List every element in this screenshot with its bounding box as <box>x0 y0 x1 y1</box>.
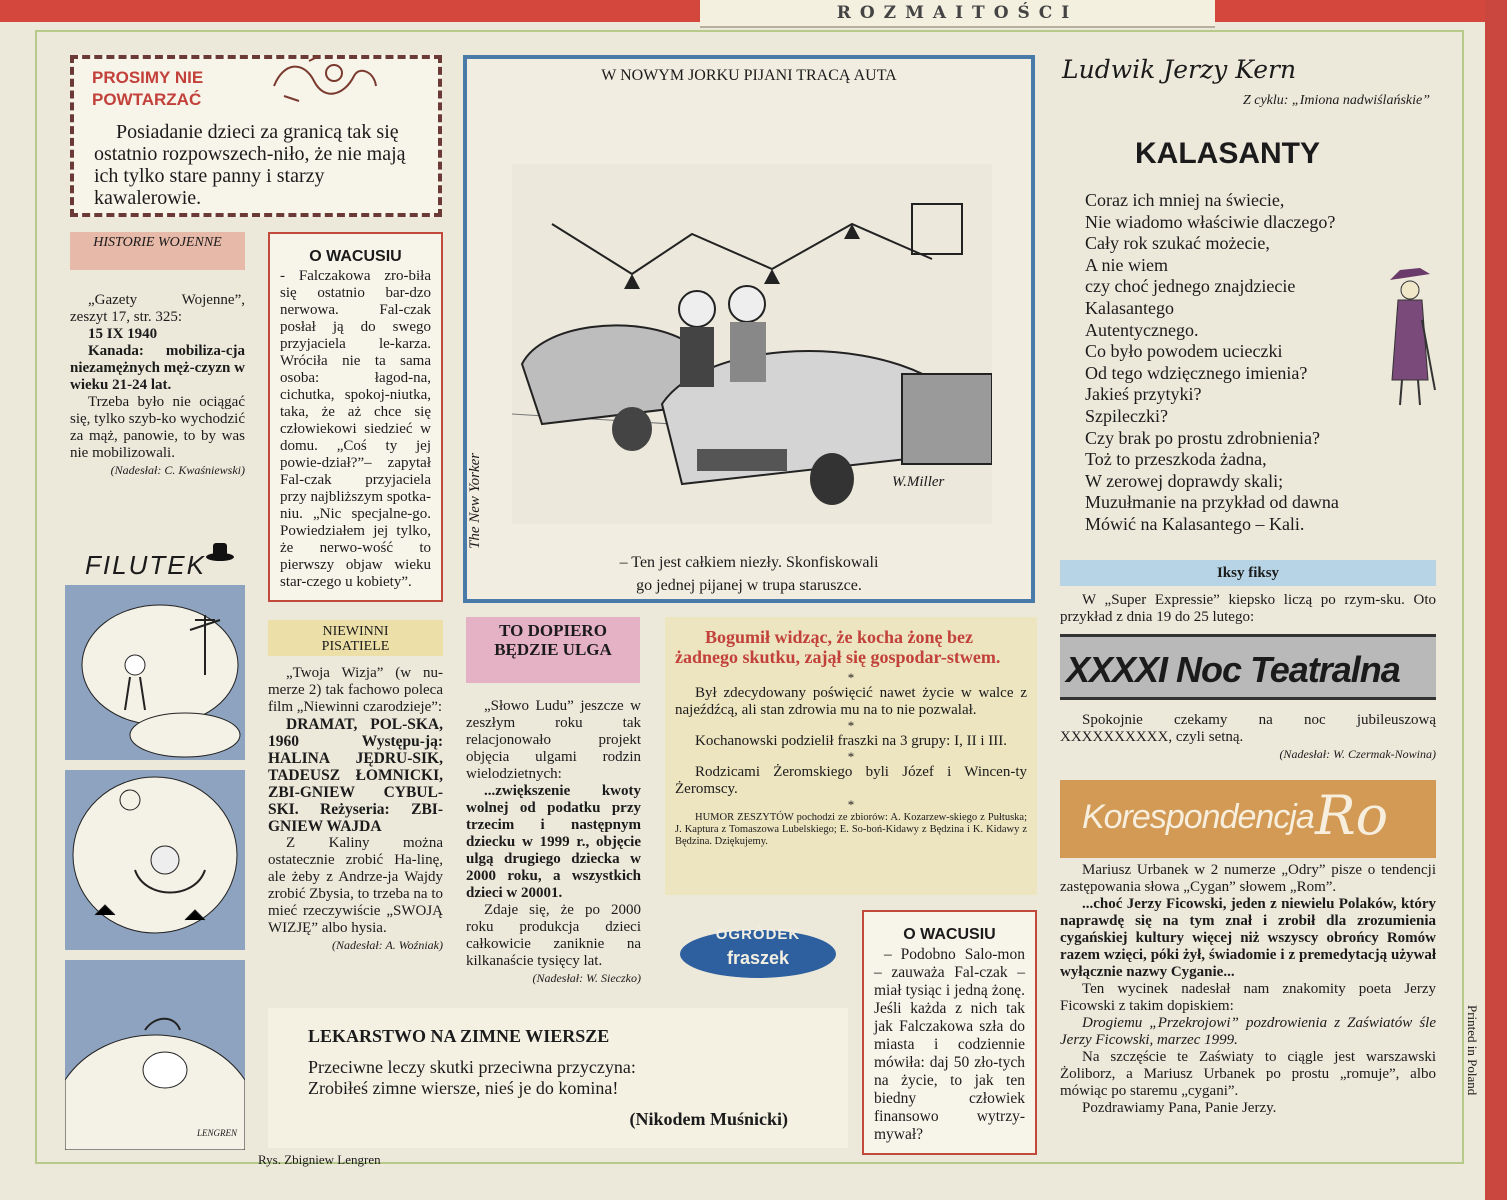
kern-title: KALASANTY <box>1135 137 1320 170</box>
iksy-clipping: XXXXI Noc Teatralna <box>1060 634 1436 700</box>
lekarstwo-box: LEKARSTWO NA ZIMNE WIERSZE Przeciwne leczy skutki przeciwna przyczyna: Zrobiłeś zimne wiersze, nieś je do komina! (Nikodem Muśnicki) <box>268 1008 848 1148</box>
old-man-figure-icon <box>1380 260 1440 410</box>
cartoon-side-credit: The New Yorker <box>467 452 483 549</box>
prosimy-box <box>70 55 442 217</box>
printed-in-poland: Printed in Poland <box>1465 1005 1480 1096</box>
kern-cycle: Z cyklu: „Imiona nadwiślańskie” <box>1242 93 1430 108</box>
iksy-label: Iksy fiksy <box>1060 560 1436 586</box>
lekarstwo-title: LEKARSTWO NA ZIMNE WIERSZE <box>308 1026 610 1046</box>
historie-label: HISTORIE WOJENNE <box>70 232 245 270</box>
koresp-text: Mariusz Urbanek w 2 numerze „Odry” pisze o tendencji zastępowania słowa „Cygan” słowem „Rom”. ...choć Jerzy Ficowski, jeden z niewielu Polaków, który naprawdę się na tym znał i zrobił dla zrozumienia cygańskiej kultury więcej niż wszyscy obrońcy Romów razem wzięci, póki żył, świadomie i z premedytacją używał wyłącznie nazwy Cyganie... Ten wycinek nadesłał nam znakomity poeta Jerzy Ficowski z takim dopiskiem: Drogiemu „Przekrojowi” pozdrowienia z Zaświatów śle Jerzy Ficowski, marzec 1999. Na szczęście te Zaświaty to ciągle jest warszawski Żoliborz, a Mariusz Urbanek po prostu „romuje”, albo mówiąc po staremu „cygani”. Pozdrawiamy Pana, Panie Jerzy. <box>1060 862 1436 1116</box>
wacus1-title: O WACUSIU <box>309 248 402 265</box>
kern-poem: Coraz ich mniej na świecie, Nie wiadomo właściwie dlaczego? Cały rok szukać możecie, A nie wiem czy choć jednego znajdziecie Kalasantego Autentycznego. Co było powodem ucieczki Od tego wdzięcznego imienia? Jakieś przytyki? Szpileczki? Czy brak po prostu zdrobnienia? Toż to przeszkoda żadna, W zerowej doprawdy skali; Muzułmanie na przykład od dawna Mówić na Kalasantego – Kali. <box>1085 190 1339 534</box>
wacus2-title: O WACUSIU <box>903 926 996 943</box>
filutek-strip <box>65 540 245 1155</box>
filutek-hat-icon <box>205 540 235 562</box>
niewinni-text: „Twoja Wizja” (w nu-merze 2) tak fachowo poleca film „Niewinni czarodzieje”: DRAMAT, POL-SKA, 1960 Występu-ją: HALINA JĘDRU-SIK, TADEUSZ ŁOMNICKI, ZBI-GNIEW CYBUL-SKI. Reżyseria: ZBI-GNIEW WAJDA Z Kaliny można ostatecznie zrobić Ha-linę, ale żeby z Andrze-ja Wajdy zrobić Zbysia, to trzeba na to mieć rzeczywiście „SWOJĄ WIZJĘ” albo hysia. (Nadesłał: A. Woźniak) <box>268 665 443 952</box>
cartoon-caption: – Ten jest całkiem niezły. Skonfiskowali go jednej pijanej w trupa staruszce. <box>619 554 879 594</box>
filutek-title: FILUTEK <box>85 550 206 580</box>
humor-headline: Bogumił widząc, że kocha żonę bez żadnego skutku, zajął się gospodar-stwem. <box>675 627 1001 667</box>
prosimy-title: PROSIMY NIE POWTARZAĆ <box>92 68 204 109</box>
section-header: ROZMAITOŚCI <box>700 0 1215 28</box>
iksy-text-2: Spokojnie czekamy na noc jubileuszową XXXXXXXXXX, czyli setną. (Nadesłał: W. Czermak-Nowina) <box>1060 712 1436 761</box>
wacus2-box <box>862 910 1037 1155</box>
cartoon-box <box>463 55 1035 603</box>
doodle-icon <box>264 51 384 106</box>
wacus1-box <box>268 232 443 602</box>
kern-author: Ludwik Jerzy Kern <box>1062 55 1297 84</box>
filutek-signature: LENGREN <box>196 1128 237 1138</box>
koresp-label: Korespondencja Ro <box>1060 780 1436 858</box>
filutek-panel-3 <box>65 960 245 1150</box>
iksy-text: W „Super Expressie” kiepsko liczą po rzym-sku. Oto przykład z dnia 19 do 25 lutego: <box>1060 592 1436 625</box>
wacus2-body: – Podobno Salo-mon – zauważa Fal-czak – miał tysiąc i jedną żonę. Jeśli każda z nich tak jak Falczakowa szła do miasta i codziennie mówiła: daj 50 zło-tych na życie, to jak ten biedny człowiek finansowo wytrzy-mywał? <box>874 946 1025 1143</box>
filutek-panel-1 <box>65 585 245 760</box>
ulga-text: „Słowo Ludu” jeszcze w zeszłym roku tak relacjonowało projekt objęcia ulgami rodzin wielodzietnych: ...zwiększenie kwoty wolnej od podatku przy trzecim i następnym dziecku w 1999 r., objęcie ulgą drugiego dziecka w 2000 roku, a wszystkich dzieci w 20001. Zdaje się, że po 2000 roku produkcja dzieci całkowicie zaniknie na kilkanaście tysięcy lat. (Nadesłał: W. Sieczko) <box>466 698 641 985</box>
cars-cartoon-illustration <box>512 164 992 524</box>
prosimy-body: Posiadanie dzieci za granicą tak się ostatnio rozpowszech-niło, że nie mają ich tylko stare panny i starzy kawalerowie. <box>94 121 406 209</box>
cartoon-signature: W.Miller <box>892 474 945 490</box>
historie-text: „Gazety Wojenne”, zeszyt 17, str. 325: 15 IX 1940 Kanada: mobiliza-cja niezamężnych męż-czyzn w wieku 21-24 lat. Trzeba było nie ociągać się, tylko szyb-ko wychodzić za mąż, panowie, to by was nie mobilizowali. (Nadesłał: C. Kwaśniewski) <box>70 292 245 477</box>
humor-box: Bogumił widząc, że kocha żonę bez żadnego skutku, zajął się gospodar-stwem. * Był zdecydowany poświęcić nawet życie w walce z najeźdźcą, ali stan zdrowia mu na to nie pozwalał. * Kochanowski podzielił fraszki na 3 grupy: I, II i III. * Rodzicami Żeromskiego byli Józef i Wincen-ty Żeromscy. * HUMOR ZESZYTÓW pochodzi ze zbiorów: A. Kozarzew-skiego z Pułtuska; J. Kaptura z Tomaszowa Lubelskiego; E. So-boń-Kidawy z Będzina i K. Kidawy z Będzina. Dziękujemy. <box>665 617 1037 895</box>
wacus1-body: - Falczakowa zro-biła się ostatnio bar-dzo nerwowa. Fal-czak posłał ją do swego przyjaciela le-karza. Wróciła nie ta sama osoba: łagod-na, cichutka, spokoj-niutka, taka, że aż chce się człowiekowi siedzieć w domu. „Coś ty jej powie-dział?”– zapytał Fal-czak przyjaciela przy najbliższym spotka-niu. „Nic specjalne-go. Powiedziałem jej tylko, że nerwo-wość to pierwszy objaw wieku star-czego u kobiety”. <box>280 268 431 590</box>
ulga-label: TO DOPIERO BĘDZIE ULGA <box>466 617 640 683</box>
niewinni-label: NIEWINNI PISATIELE <box>268 620 443 656</box>
kern-section <box>1060 55 1440 545</box>
ogrodek-logo: OGRÓDEK fraszek <box>678 920 838 982</box>
right-red-bar <box>1485 0 1507 1200</box>
filutek-credit: Rys. Zbigniew Lengren <box>258 1152 381 1167</box>
filutek-panel-2 <box>65 770 245 950</box>
cartoon-title: W NOWYM JORKU PIJANI TRACĄ AUTA <box>601 67 897 84</box>
